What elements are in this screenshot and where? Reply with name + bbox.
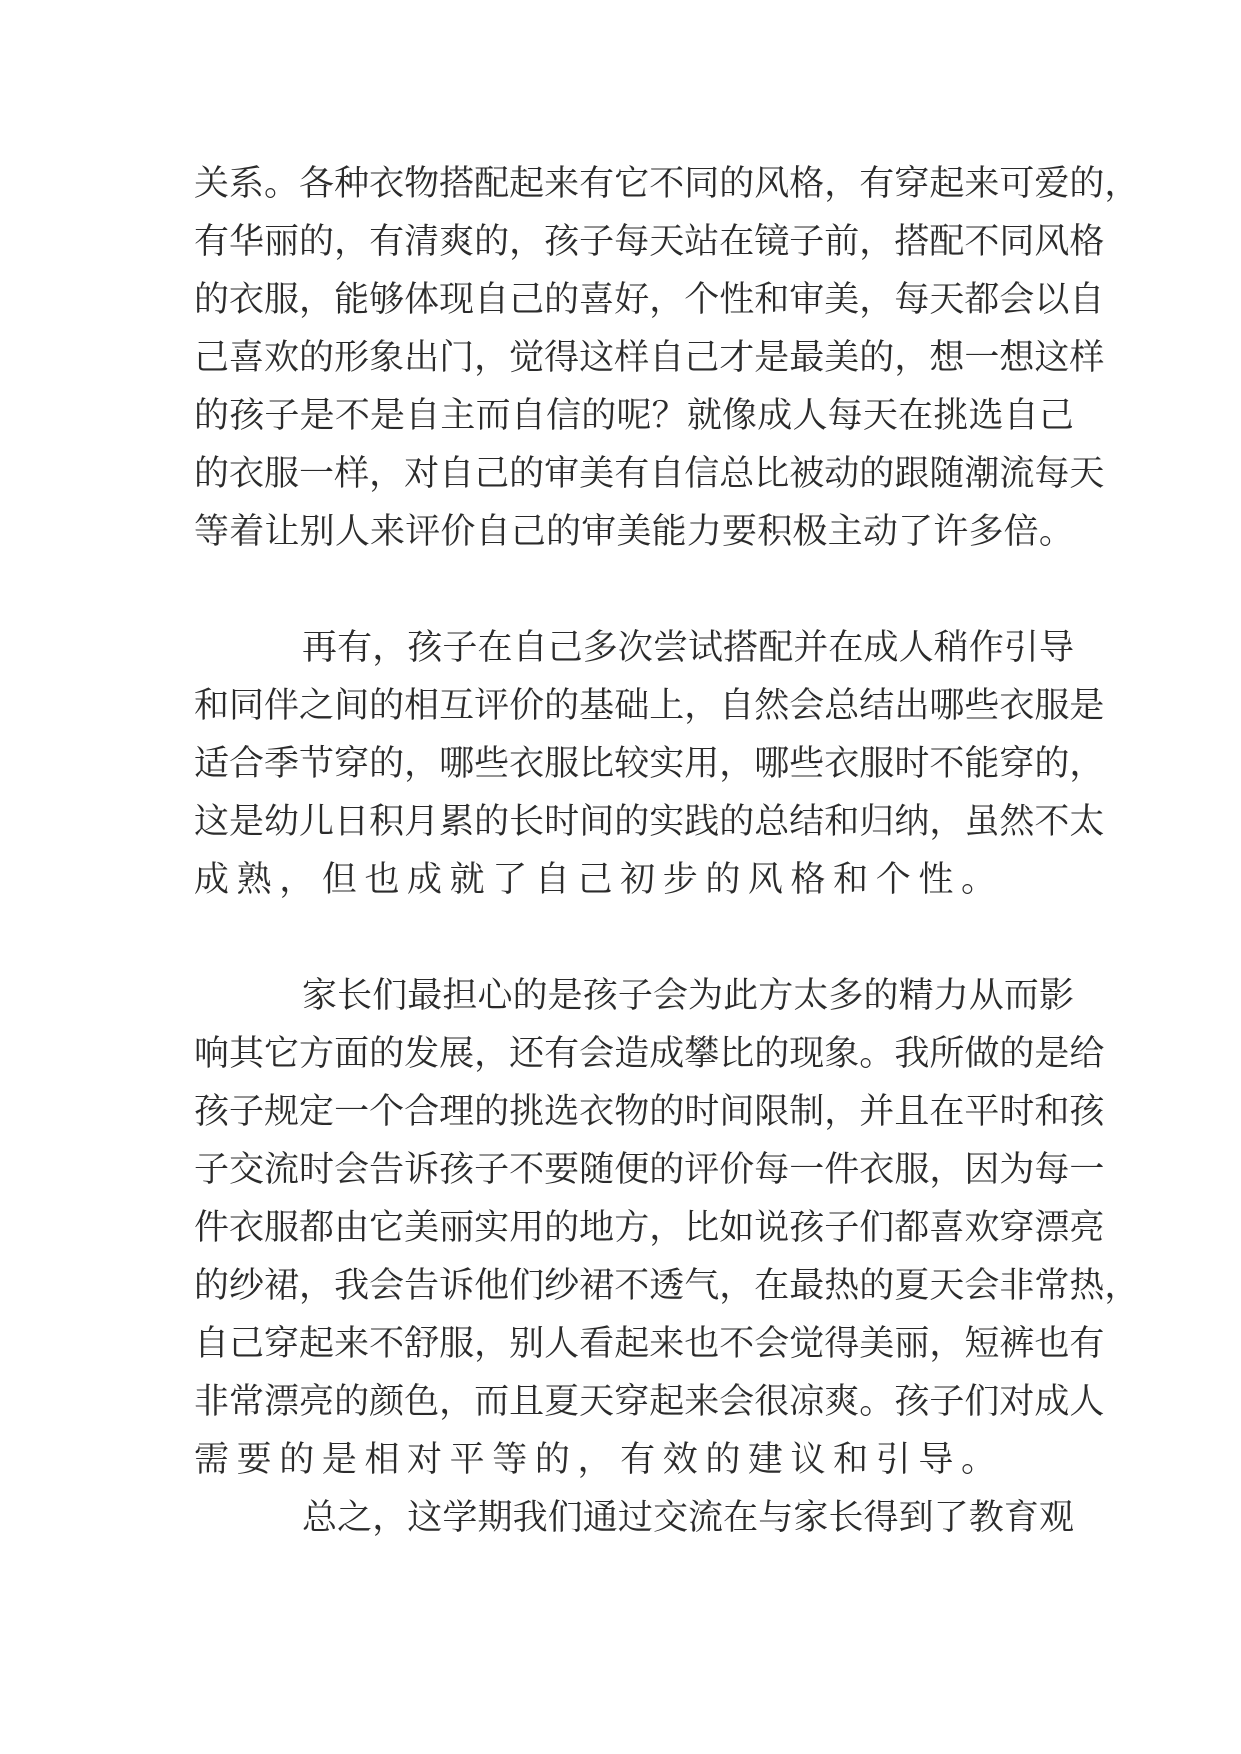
text-line: 关 系 。 各 种 衣 物 搭 配 起 来 有 它 不 同 的 风 格 ， 有 穿 起 来 可 爱 的 ，	[194, 164, 1140, 204]
text-line: 再 有 ， 孩 子 在 自 己 多 次 尝 试 搭 配 并 在 成 人 稍 作 引 导	[302, 628, 1074, 668]
text-line: 孩 子 规 定 一 个 合 理 的 挑 选 衣 物 的 时 间 限 制 ， 并 且 在 平 时 和 孩	[194, 1092, 1105, 1132]
text-line: 家 长 们 最 担 心 的 是 孩 子 会 为 此 方 太 多 的 精 力 从 而 影	[302, 976, 1074, 1016]
text-line: 需 要 的 是 相 对 平 等 的 ， 有 效 的 建 议 和 引 导 。	[194, 1440, 996, 1480]
text-line: 的 衣 服 一 样 ， 对 自 己 的 审 美 有 自 信 总 比 被 动 的 跟 随 潮 流 每 天	[194, 454, 1105, 494]
text-line: 有 华 丽 的 ， 有 清 爽 的 ， 孩 子 每 天 站 在 镜 子 前 ， 搭 配 不 同 风 格	[194, 222, 1105, 262]
text-line: 的 孩 子 是 不 是 自 主 而 自 信 的 呢 ？ 就 像 成 人 每 天 在 挑 选 自 己	[194, 396, 1074, 436]
text-line: 己 喜 欢 的 形 象 出 门 ， 觉 得 这 样 自 己 才 是 最 美 的 ， 想 一 想 这 样	[194, 338, 1105, 378]
text-line: 响 其 它 方 面 的 发 展 ， 还 有 会 造 成 攀 比 的 现 象 。 我 所 做 的 是 给	[194, 1034, 1105, 1074]
text-line: 这 是 幼 儿 日 积 月 累 的 长 时 间 的 实 践 的 总 结 和 归 纳 ， 虽 然 不 太	[194, 802, 1105, 842]
text-line: 适 合 季 节 穿 的 ， 哪 些 衣 服 比 较 实 用 ， 哪 些 衣 服 时 不 能 穿 的 ，	[194, 744, 1105, 784]
text-line: 子 交 流 时 会 告 诉 孩 子 不 要 随 便 的 评 价 每 一 件 衣 服 ， 因 为 每 一	[194, 1150, 1105, 1190]
text-line: 等 着 让 别 人 来 评 价 自 己 的 审 美 能 力 要 积 极 主 动 了 许 多 倍 。	[194, 512, 1074, 552]
text-line: 和 同 伴 之 间 的 相 互 评 价 的 基 础 上 ， 自 然 会 总 结 出 哪 些 衣 服 是	[194, 686, 1105, 726]
text-line: 总 之 ， 这 学 期 我 们 通 过 交 流 在 与 家 长 得 到 了 教 育 观	[302, 1498, 1074, 1538]
text-line: 的 纱 裙 ， 我 会 告 诉 他 们 纱 裙 不 透 气 ， 在 最 热 的 夏 天 会 非 常 热 ，	[194, 1266, 1140, 1306]
text-line: 自 己 穿 起 来 不 舒 服 ， 别 人 看 起 来 也 不 会 觉 得 美 丽 ， 短 裤 也 有	[194, 1324, 1105, 1364]
text-line: 的 衣 服 ， 能 够 体 现 自 己 的 喜 好 ， 个 性 和 审 美 ， 每 天 都 会 以 自	[194, 280, 1105, 320]
text-line: 非 常 漂 亮 的 颜 色 ， 而 且 夏 天 穿 起 来 会 很 凉 爽 。 孩 子 们 对 成 人	[194, 1382, 1105, 1422]
text-line: 件 衣 服 都 由 它 美 丽 实 用 的 地 方 ， 比 如 说 孩 子 们 都 喜 欢 穿 漂 亮	[194, 1208, 1105, 1248]
text-line: 成 熟 ， 但 也 成 就 了 自 己 初 步 的 风 格 和 个 性 。	[194, 860, 996, 900]
